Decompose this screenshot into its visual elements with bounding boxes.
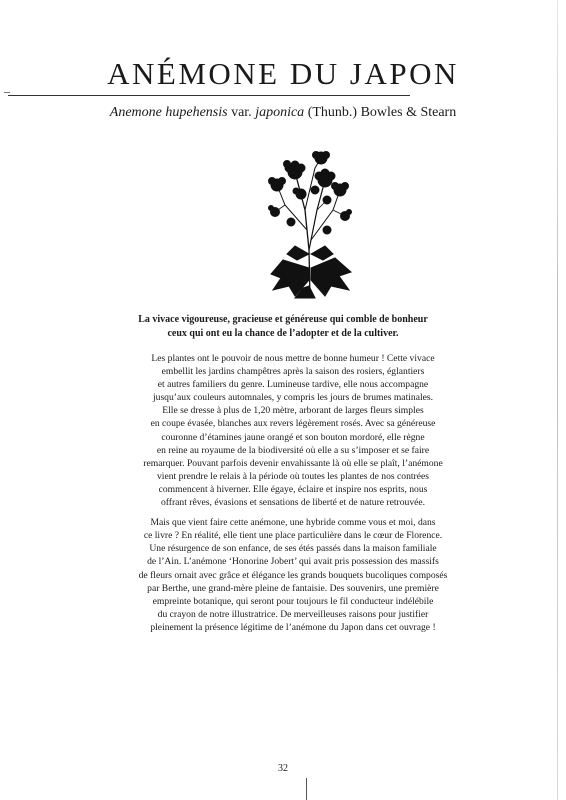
text-line: de fleurs ornait avec grâce et élégance les grands bouquets bucoliques composés [138,569,448,581]
paragraph-2 [120,516,466,634]
text-line: de l’Ain. L’anémone ‘Honorine Jobert’ qui avait pris possession des massifs [147,556,439,568]
page-title: ANÉMONE DU JAPON [107,56,459,91]
text-line: remarquer. Pouvant parfois devenir envahissante là où elle se plaît, l’anémone [143,457,443,469]
text-line: en reine au royaume de la biodiversité où elle a su s’imposer et se faire [156,444,430,456]
text-line: empreinte botanique, qui seront pour toujours le fil conducteur indélébile [152,595,434,607]
anemone-plant-silhouette-icon [265,150,355,300]
variety-name: japonica [255,105,305,120]
text-line: du crayon de notre illustratrice. De merveilleuses raisons pour justifier [157,608,429,620]
gutter-mark [306,778,307,800]
text-line: Elle se dresse à plus de 1,20 mètre, arborant de larges fleurs simples [162,405,424,417]
page-number: 32 [278,763,288,774]
intro-paragraph [100,313,466,340]
text-line: Mais que vient faire cette anémone, une hybride comme vous et moi, dans [150,517,436,529]
text-line: commencent à hiverner. Elle égaye, éclaire et inspire nos esprits, nous [158,483,428,495]
text-line: vient prendre le relais à la période où toutes les plantes de nos contrées [157,470,429,482]
text-line: ce livre ? En réalité, elle tient une place particulière dans le cœur de Florence. [143,530,443,542]
rule-tick-mark [4,92,10,93]
text-line: couronne d’étamines jaune orangé et son bouton mordoré, elle règne [161,431,425,443]
paragraph-1 [120,352,466,509]
text-line: par Berthe, une grand-mère pleine de fantaisie. Des souvenirs, une première [147,582,439,594]
text-line: jusqu’aux couleurs automnales, y compris les jours de brumes matinales. [152,392,434,404]
intro-line: La vivace vigoureuse, gracieuse et généreuse qui comble de bonheur [138,314,428,325]
species-name: Anemone hupehensis [109,105,228,120]
text-line: Une résurgence de son enfance, de ses étés passés dans la maison familiale [149,543,437,555]
text-line: Les plantes ont le pouvoir de nous mettre de bonne humeur ! Cette vivace [151,353,435,364]
body-text [120,352,466,641]
text-line: pleinement la présence légitime de l’anémone du Japon dans cet ouvrage ! [150,621,436,633]
intro-line: ceux qui ont eu la chance de l’adopter et de la cultiver. [167,327,399,339]
title-underline [8,95,410,96]
botanical-name [0,105,566,121]
text-line: embellit les jardins champêtres après la saison des rosiers, églantiers [161,366,425,378]
text-line: et autres familiers du genre. Lumineuse tardive, elle nous accompagne [157,379,429,391]
variety-abbrev: var. [227,105,256,120]
text-line: offrant rêves, évasions et sensations de liberté et de nature retrouvée. [160,497,426,509]
text-line: en coupe évasée, blanches aux revers légèrement rosés. Avec sa généreuse [150,418,436,430]
author-citation: (Thunb.) Bowles & Stearn [304,105,457,120]
